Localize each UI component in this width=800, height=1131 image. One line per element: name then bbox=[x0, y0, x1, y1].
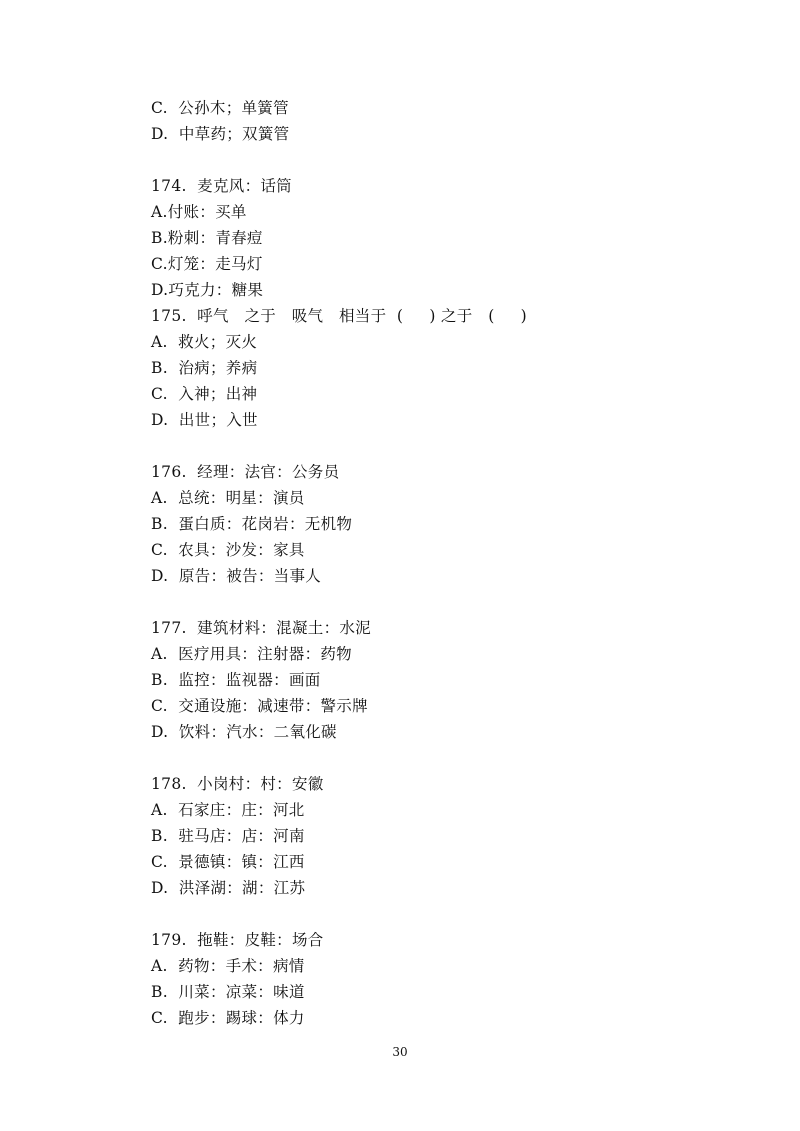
option-175-d: D. 出世；入世 bbox=[151, 411, 258, 429]
option-178-a: A. 石家庄：庄：河北 bbox=[151, 801, 305, 819]
option-174-a: A.付账：买单 bbox=[151, 203, 247, 221]
option-179-a: A. 药物：手术：病情 bbox=[151, 957, 305, 975]
option-178-b: B. 驻马店：店：河南 bbox=[151, 827, 305, 845]
option-177-a: A. 医疗用具：注射器：药物 bbox=[151, 645, 352, 663]
option-176-a: A. 总统：明星：演员 bbox=[151, 489, 305, 507]
question-176: 176. 经理：法官：公务员 bbox=[151, 463, 340, 481]
option-175-b: B. 治病；养病 bbox=[151, 359, 258, 377]
option-173-c: C. 公孙木；单簧管 bbox=[151, 99, 289, 117]
option-174-b: B.粉刺：青春痘 bbox=[151, 229, 263, 247]
option-179-c: C. 跑步：踢球：体力 bbox=[151, 1009, 305, 1027]
option-177-c: C. 交通设施：减速带：警示牌 bbox=[151, 697, 368, 715]
option-174-d: D.巧克力：糖果 bbox=[151, 281, 264, 299]
option-178-d: D. 洪泽湖：湖：江苏 bbox=[151, 879, 306, 897]
option-173-d: D. 中草药；双簧管 bbox=[151, 125, 290, 143]
option-177-b: B. 监控：监视器：画面 bbox=[151, 671, 321, 689]
option-178-c: C. 景德镇：镇：江西 bbox=[151, 853, 305, 871]
option-176-d: D. 原告：被告：当事人 bbox=[151, 567, 322, 585]
question-177: 177. 建筑材料：混凝土：水泥 bbox=[151, 619, 371, 637]
question-178: 178. 小岗村：村：安徽 bbox=[151, 775, 324, 793]
option-179-b: B. 川菜：凉菜：味道 bbox=[151, 983, 305, 1001]
option-175-a: A. 救火；灭火 bbox=[151, 333, 258, 351]
question-179: 179. 拖鞋：皮鞋：场合 bbox=[151, 931, 324, 949]
option-176-b: B. 蛋白质：花岗岩：无机物 bbox=[151, 515, 353, 533]
option-176-c: C. 农具：沙发：家具 bbox=[151, 541, 305, 559]
option-177-d: D. 饮料：汽水：二氧化碳 bbox=[151, 723, 337, 741]
option-174-c: C.灯笼：走马灯 bbox=[151, 255, 263, 273]
option-175-c: C. 入神；出神 bbox=[151, 385, 258, 403]
question-175: 175. 呼气 之于 吸气 相当于 ( ) 之于 ( ) bbox=[151, 307, 528, 325]
page-number: 30 bbox=[392, 1045, 408, 1059]
question-174: 174. 麦克风：话筒 bbox=[151, 177, 292, 195]
